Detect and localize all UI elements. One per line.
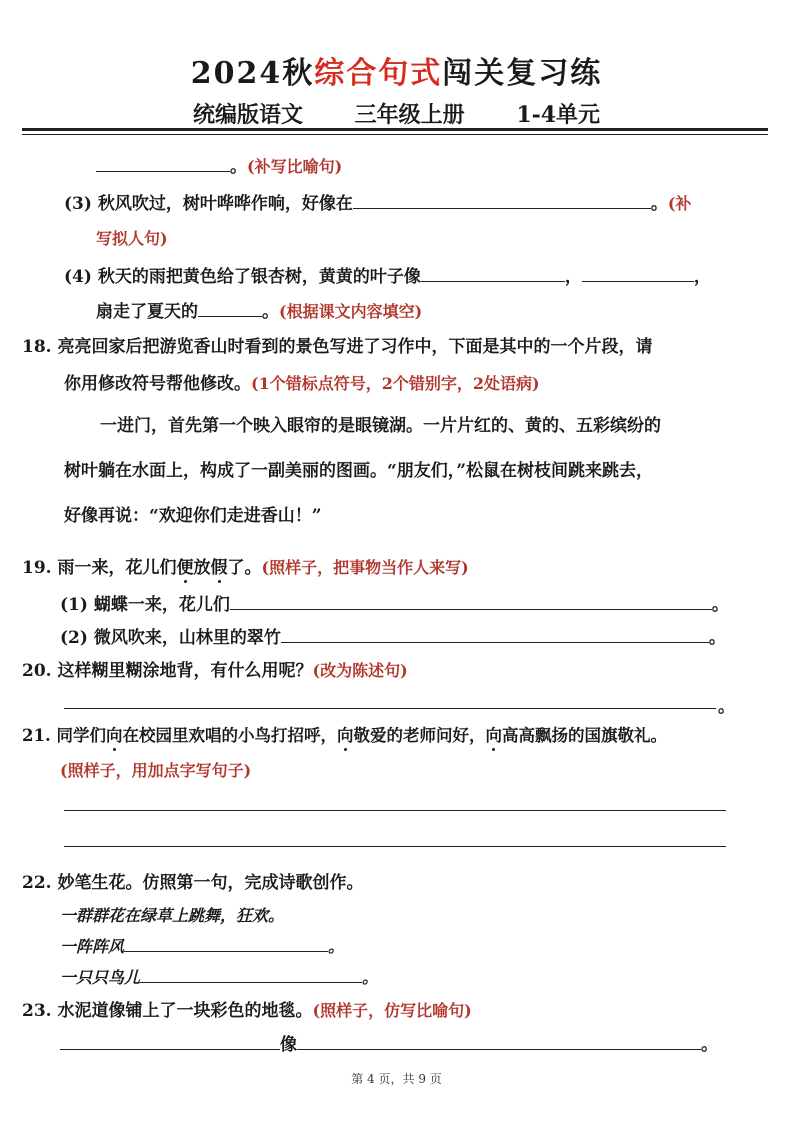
q19-blank2[interactable] bbox=[281, 627, 709, 643]
q22-number: 22. bbox=[22, 873, 52, 893]
q19-hint: (照样子，把事物当作人来写) bbox=[261, 558, 469, 577]
q21-question: 21. 同学们向在校园里欢唱的小鸟打招呼，向敬爱的老师问好，向高高飘扬的国旗敬礼。 bbox=[22, 722, 667, 746]
q19-blank1[interactable] bbox=[230, 594, 712, 610]
q23-blank2[interactable] bbox=[297, 1034, 701, 1050]
q19-number: 19. bbox=[22, 558, 52, 578]
q22-line2: 一阵阵风 。 bbox=[60, 937, 345, 956]
title-year: 2024秋 bbox=[190, 56, 315, 91]
q17-item4-cont: 扇走了夏天的 。(根据课文内容填空) bbox=[96, 302, 423, 322]
q17-blank1[interactable] bbox=[96, 156, 230, 172]
q21-hint: (照样子，用加点字写句子) bbox=[60, 761, 252, 780]
q18-paragraph-line2: 树叶躺在水面上，构成了一副美丽的图画。“朋友们，”松鼠在树枝间跳来跳去， bbox=[64, 461, 654, 481]
q17-hint3: 写拟人句) bbox=[96, 229, 168, 248]
header-rule-thick bbox=[22, 128, 768, 131]
q22-blank2[interactable] bbox=[124, 936, 328, 952]
q17-blank4a[interactable] bbox=[421, 266, 565, 282]
q20-question: 20. 这样糊里糊涂地背，有什么用呢？(改为陈述句) bbox=[22, 661, 408, 681]
q17-item4: (4) 秋天的雨把黄色给了银杏树，黄黄的叶子像 ， ， bbox=[64, 267, 711, 287]
subtitle-grade: 三年级上册 bbox=[354, 102, 465, 128]
page-number: 第 4 页，共 9 页 bbox=[351, 1072, 442, 1086]
q22-line3: 一只只鸟儿 。 bbox=[60, 968, 379, 987]
q18-question-cont: 你用修改符号帮他修改。(1个错标点符号，2个错别字，2处语病) bbox=[64, 374, 540, 394]
q23-hint: (照样子，仿写比喻句) bbox=[312, 1001, 472, 1020]
q18-number: 18. bbox=[22, 337, 52, 357]
q17-item3: (3) 秋风吹过，树叶哗哗作响，好像在 。(补 bbox=[64, 194, 692, 214]
q19-item2: (2) 微风吹来，山林里的翠竹 。 bbox=[60, 628, 726, 648]
subtitle-book: 统编版语文 bbox=[192, 102, 303, 128]
q23-answer: 像 。 bbox=[60, 1030, 718, 1055]
q21-number: 21. bbox=[22, 726, 51, 745]
q18-paragraph-line3: 好像再说：“欢迎你们走进香山！” bbox=[64, 506, 322, 526]
q19-question: 19. 雨一来，花儿们便放假了。(照样子，把事物当作人来写) bbox=[22, 553, 469, 578]
subtitle-units: 1-4单元 bbox=[516, 102, 601, 128]
q18-hint: (1个错标点符号，2个错别字，2处语病) bbox=[251, 374, 540, 393]
q17-blank4b[interactable] bbox=[582, 266, 694, 282]
q17-hint4: (根据课文内容填空) bbox=[279, 302, 423, 321]
page-subtitle bbox=[0, 98, 793, 129]
q20-hint: (改为陈述句) bbox=[312, 661, 408, 680]
q20-number: 20. bbox=[22, 661, 52, 681]
q17-blank3[interactable] bbox=[353, 193, 651, 209]
header-rule-thin bbox=[22, 134, 768, 135]
q17-blank4c[interactable] bbox=[198, 301, 262, 317]
q23-number: 23. bbox=[22, 1001, 52, 1021]
q19-item1: (1) 蝴蝶一来，花儿们 。 bbox=[60, 595, 729, 615]
q20-answer-line[interactable] bbox=[64, 708, 716, 709]
title-rest: 闯关复习练 bbox=[442, 56, 603, 91]
title-highlight: 综合句式 bbox=[314, 56, 443, 91]
q22-example: 一群群花在绿草上跳舞，狂欢。 bbox=[60, 906, 285, 925]
q21-answer-line1[interactable] bbox=[64, 810, 726, 811]
page-title bbox=[0, 48, 793, 92]
q22-question: 22. 妙笔生花。仿照第一句，完成诗歌创作。 bbox=[22, 873, 364, 893]
q17-line1: 。(补写比喻句) bbox=[96, 152, 342, 177]
q23-question: 23. 水泥道像铺上了一块彩色的地毯。(照样子，仿写比喻句) bbox=[22, 1001, 472, 1021]
q21-answer-line2[interactable] bbox=[64, 846, 726, 847]
q18-question: 18. 亮亮回家后把游览香山时看到的景色写进了习作中，下面是其中的一个片段，请 bbox=[22, 337, 653, 357]
q22-blank3[interactable] bbox=[140, 967, 362, 983]
q23-blank1[interactable] bbox=[60, 1034, 280, 1050]
q17-hint1: (补写比喻句) bbox=[247, 157, 343, 176]
q18-paragraph-line1: 一进门，首先第一个映入眼帘的是眼镜湖。一片片红的、黄的、五彩缤纷的 bbox=[100, 416, 661, 436]
